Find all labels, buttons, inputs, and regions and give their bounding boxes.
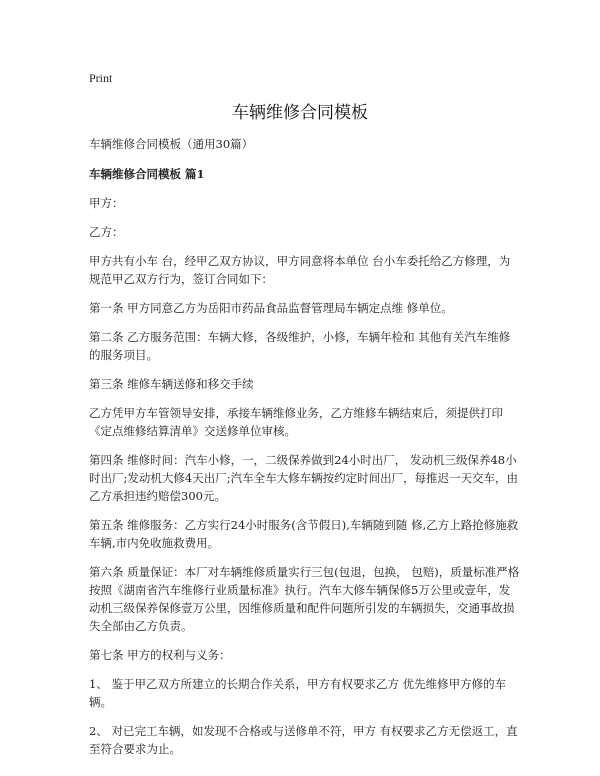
paragraph-article-6: 第六条 质量保证：本厂对车辆维修质量实行三包(包退，包换， 包赔)，质量标准严格按照《湖南省汽车维修行业质量标准》执行。汽车大修车辆保修5万公里或壹年，发动机三级保养保修壹万公里，因维修质量和配件问题所引发的车辆损失，交通事故损失全部由乙方负责。 xyxy=(89,565,520,633)
paragraph-intro: 甲方共有小车 台，经甲乙双方协议，甲方同意将本单位 台小车委托给乙方修理，为规范甲乙双方行为，签订合同如下： xyxy=(89,254,511,286)
paragraph-article-7-item-1: 1、 鉴于甲乙双方所建立的长期合作关系，甲方有权要求乙方 优先维修甲方修的车辆。 xyxy=(89,677,507,709)
section-heading: 车辆维修合同模板 篇1 xyxy=(89,167,205,181)
paragraph-article-7: 第七条 甲方的权利与义务： xyxy=(89,648,231,662)
print-link[interactable]: Print xyxy=(89,71,113,85)
paragraph-article-5: 第五条 维修服务：乙方实行24小时服务(含节假日),车辆随到随 修,乙方上路抢修施救车辆,市内免收施救费用。 xyxy=(89,518,519,550)
paragraph-party-a: 甲方： xyxy=(89,196,124,210)
paragraph-article-3-detail: 乙方凭甲方车管领导安排，承接车辆维修业务，乙方维修车辆结束后，须提供打印《定点维修结算清单》交送修单位审核。 xyxy=(89,406,503,438)
page-title: 车辆维修合同模板 xyxy=(232,103,368,123)
paragraph-article-3: 第三条 维修车辆送修和移交手续 xyxy=(89,377,254,391)
paragraph-article-1: 第一条 甲方同意乙方为岳阳市药品食品监督管理局车辆定点维 修单位。 xyxy=(89,301,453,315)
paragraph-party-b: 乙方： xyxy=(89,225,124,239)
paragraph-article-2: 第二条 乙方服务范围：车辆大修，各级维护，小修，车辆年检和 其他有关汽车维修的服务项目。 xyxy=(89,330,511,362)
document-body xyxy=(89,135,521,769)
paragraph-article-4: 第四条 维修时间：汽车小修，一，二级保养做到24小时出厂， 发动机三级保养48小时出厂;发动机大修4天出厂;汽车全车大修车辆按约定时间出厂，每推迟一天交车，由乙方承担违约赔偿300元。 xyxy=(89,453,519,503)
document-subtitle: 车辆维修合同模板（通用30篇） xyxy=(89,137,254,151)
paragraph-article-7-item-2: 2、 对已完工车辆，如发现不合格或与送修单不符，甲方 有权要求乙方无偿返工，直至符合要求为止。 xyxy=(89,724,518,756)
